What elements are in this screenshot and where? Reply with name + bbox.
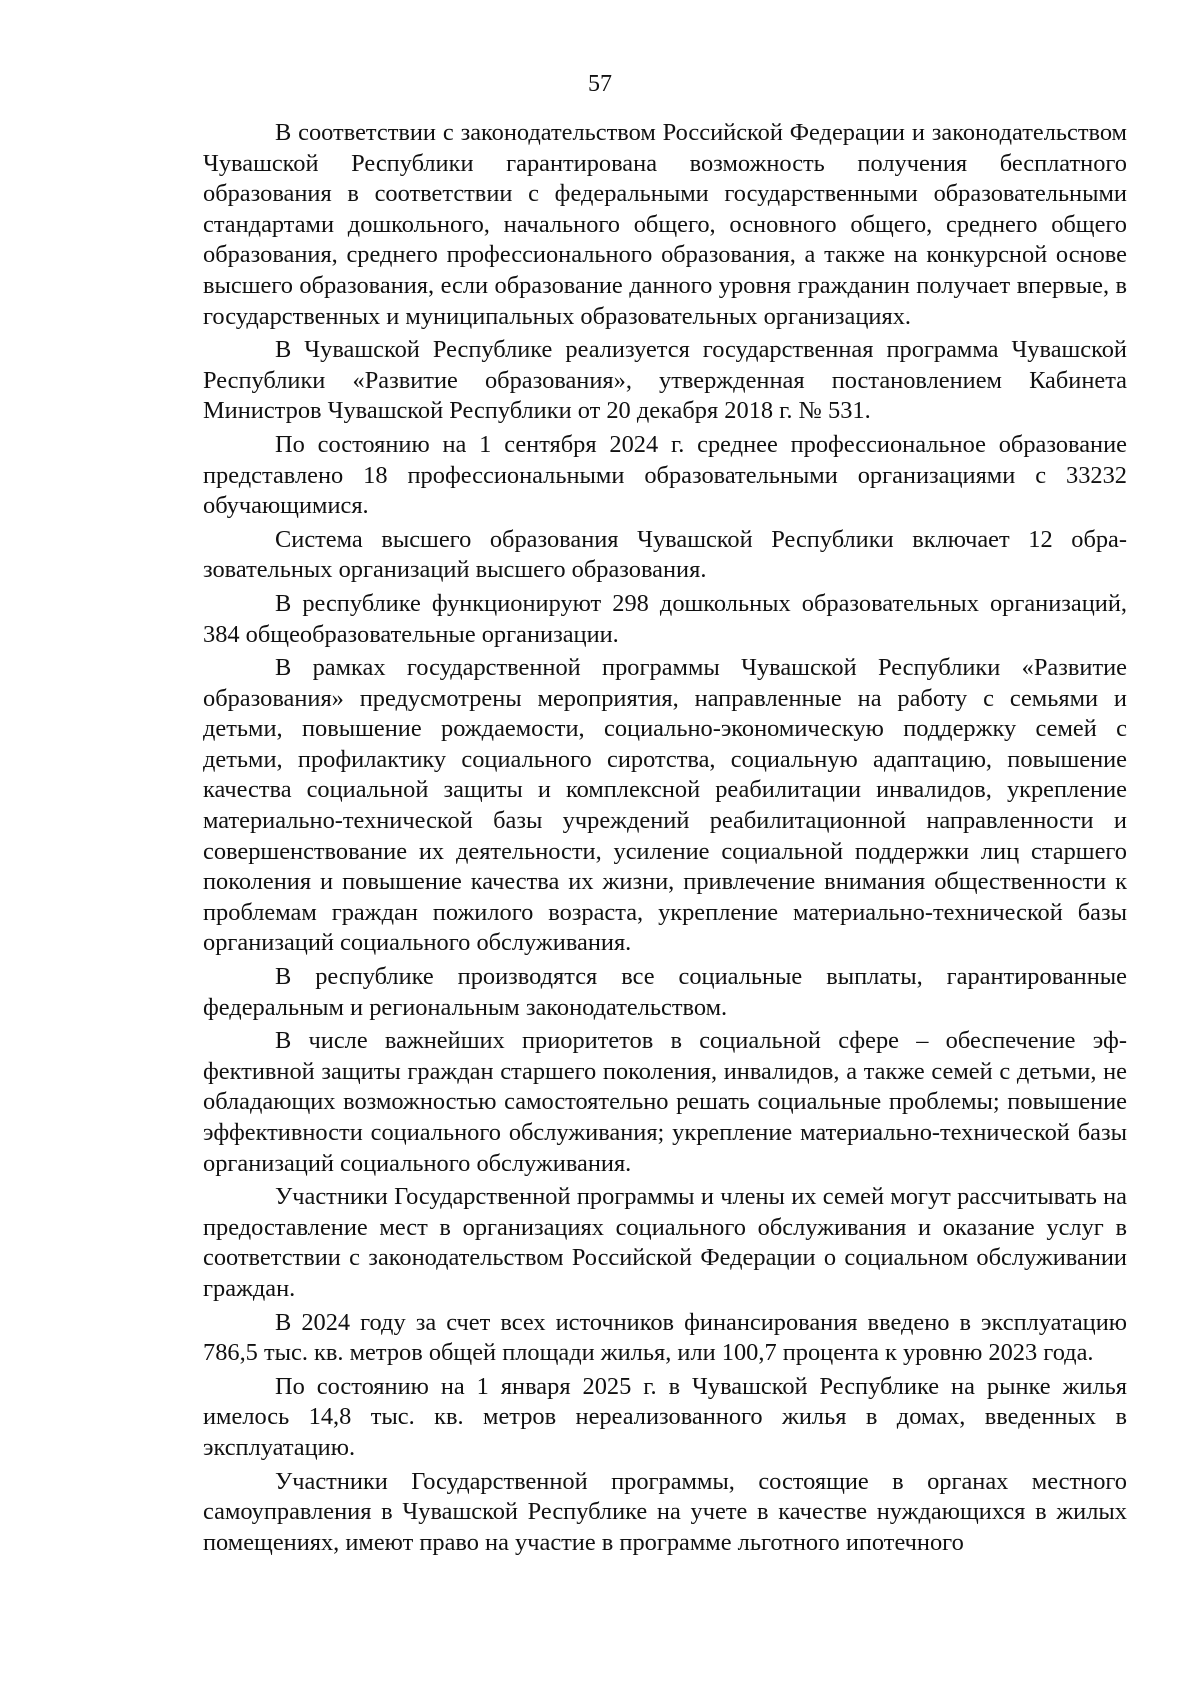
paragraph-social-priorities: В числе важнейших приоритетов в социальной сфере – обеспечение эффективной защиты граждан старшего поколения, инвалидов, а также семей с детьми, не обладающих возможностью самостоятельно решать социальные проблемы; повышение эффективности социального обслуживания; укрепление материально-технической базы организаций социального обслуживания.	[203, 1027, 1127, 1177]
paragraph-schools-count: В республике функционируют 298 дошкольных образовательных организаций, 384 общеобразовательные организации.	[203, 589, 1127, 648]
paragraph-social-services: Участники Государственной программы и члены их семей могут рассчитывать на предоставление мест в организациях социального обслуживания и оказание услуг в соответствии с законодательством Российской Федерации о социальном обслуживании граждан.	[203, 1183, 1127, 1302]
paragraph-housing-unsold: По состоянию на 1 января 2025 г. в Чувашской Республике на рынке жилья имелось 14,8 тыс. кв. метров нереализованного жилья в домах, введенных в эксплуатацию.	[203, 1372, 1127, 1461]
paragraph-housing-commissioned: В 2024 году за счет всех источников финансирования введено в эксплуатацию 786,5 тыс. кв. метров общей площади жилья, или 100,7 процента к уровню 2023 года.	[203, 1308, 1127, 1367]
paragraph-education-program: В Чувашской Республике реализуется государственная программа Чувашской Республики «Развитие образования», утвержденная постановлением Кабинета Министров Чувашской Республики от 20 декабря 2018 г. № 531.	[203, 336, 1127, 425]
paragraph-social-payments: В республике производятся все социальные выплаты, гарантированные федеральным и региональным законодательством.	[203, 963, 1127, 1021]
paragraph-vocational-education: По состоянию на 1 сентября 2024 г. среднее профессиональное образование представлено 18 профессиональными образовательными организациями с 33232 обучающимися.	[203, 430, 1127, 520]
paragraph-education-guarantees: В соответствии с законодательством Российской Федерации и законодательством Чувашской Республики гарантирована возможность получения бесплатного образования в соответствии с федеральными государственными образовательными стандартами дошкольного, начального общего, основного общего, среднего общего образования, среднего профессионального образования, а также на конкурсной основе высшего образования, если образование данного уровня гражданин получает впервые, в государственных и муниципальных образовательных организациях.	[203, 119, 1127, 330]
paragraph-program-measures: В рамках государственной программы Чувашской Республики «Развитие образования» предусмотрены мероприятия, направленные на работу с семьями и детьми, повышение рождаемости, социально-экономическую поддержку семей с детьми, профилактику социального сиротства, социальную адаптацию, повышение качества социальной защиты и комплексной реабилитации инвалидов, укрепление материально-технической базы учреждений реабилитационной направленности и совершенствование их деятельности, усиление социальной поддержки лиц старшего поколения и повышение качества их жизни, привлечение внимания общественности к проблемам граждан пожилого возраста, укрепление материально-технической базы организаций социального обслуживания.	[203, 654, 1127, 957]
page-number: 57	[588, 71, 612, 97]
paragraph-housing-mortgage: Участники Государственной программы, состоящие в органах местного самоуправления в Чувашской Республике на учете в качестве нуждающихся в жилых помещениях, имеют право на участие в программе льготного ипотечного	[203, 1467, 1127, 1556]
paragraph-higher-education: Система высшего образования Чувашской Республики включает 12 образовательных организаций высшего образования.	[203, 525, 1127, 584]
document-body	[203, 118, 1127, 1558]
